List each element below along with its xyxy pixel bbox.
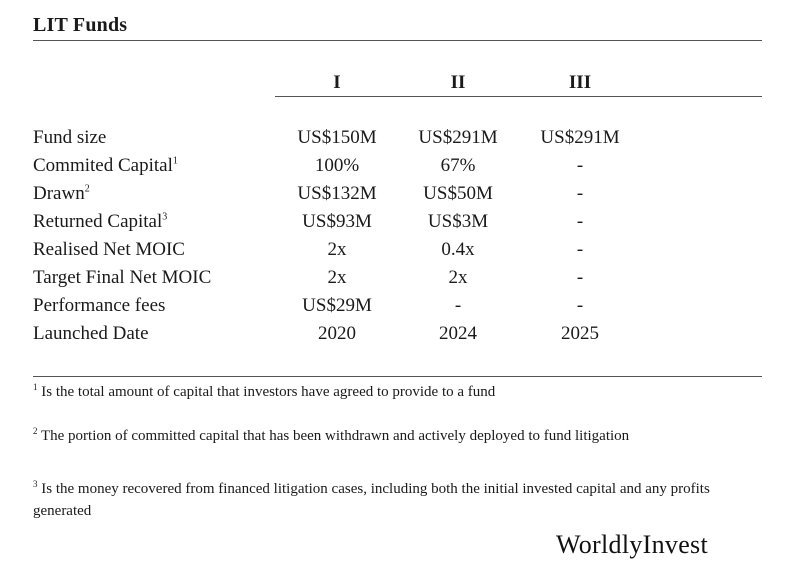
cell-fund-iii: -	[576, 183, 584, 204]
column-header-i: I	[333, 72, 341, 93]
row-label: Performance fees	[33, 295, 166, 316]
brand-logo: WorldlyInvest	[556, 530, 709, 559]
title-divider	[33, 40, 762, 41]
cell-fund-iii: -	[576, 295, 584, 316]
footnote-3: $^3$ Is the money recovered from financed litigation cases, including both the initial invested capital and any profits generated	[33, 479, 710, 519]
cell-fund-ii: 0.4x	[441, 239, 475, 260]
cell-fund-ii: 67%	[440, 155, 476, 176]
cell-fund-i: US$93M	[302, 211, 372, 232]
cell-fund-ii: 2x	[448, 267, 468, 288]
cell-fund-ii: US$291M	[418, 127, 498, 148]
cell-fund-ii: US$50M	[423, 183, 493, 204]
cell-fund-i: 2x	[327, 239, 347, 260]
cell-fund-iii: -	[576, 211, 584, 232]
cell-fund-iii: -	[576, 267, 584, 288]
cell-fund-ii: US$3M	[427, 211, 489, 232]
row-label: Drawn$^2$	[33, 183, 90, 204]
cell-fund-i: US$29M	[302, 295, 372, 316]
cell-fund-i: 100%	[314, 155, 360, 176]
cell-fund-ii: -	[454, 295, 462, 316]
cell-fund-i: 2x	[327, 267, 347, 288]
footnote-2: $^2$ The portion of committed capital that has been withdrawn and actively deployed to fund litigation	[33, 426, 630, 444]
row-label: Fund size	[33, 127, 107, 148]
cell-fund-iii: US$291M	[540, 127, 620, 148]
row-label: Returned Capital$^3$	[33, 211, 168, 232]
footnote-divider	[33, 376, 762, 377]
cell-fund-iii: -	[576, 239, 584, 260]
footnote-1: $^1$ Is the total amount of capital that investors have agreed to provide to a fund	[33, 382, 496, 400]
row-label: Launched Date	[33, 323, 149, 344]
cell-fund-i: 2020	[318, 323, 356, 344]
header-divider	[275, 96, 762, 97]
cell-fund-ii: 2024	[439, 323, 477, 344]
cell-fund-i: US$132M	[297, 183, 377, 204]
row-label: Commited Capital$^1$	[33, 155, 178, 176]
column-header-ii: II	[450, 72, 466, 93]
column-header-iii: III	[568, 72, 592, 93]
page-title: LIT Funds	[33, 14, 128, 36]
row-label: Target Final Net MOIC	[33, 267, 212, 288]
cell-fund-i: US$150M	[297, 127, 377, 148]
cell-fund-iii: -	[576, 155, 584, 176]
cell-fund-iii: 2025	[561, 323, 599, 344]
row-label: Realised Net MOIC	[33, 239, 185, 260]
